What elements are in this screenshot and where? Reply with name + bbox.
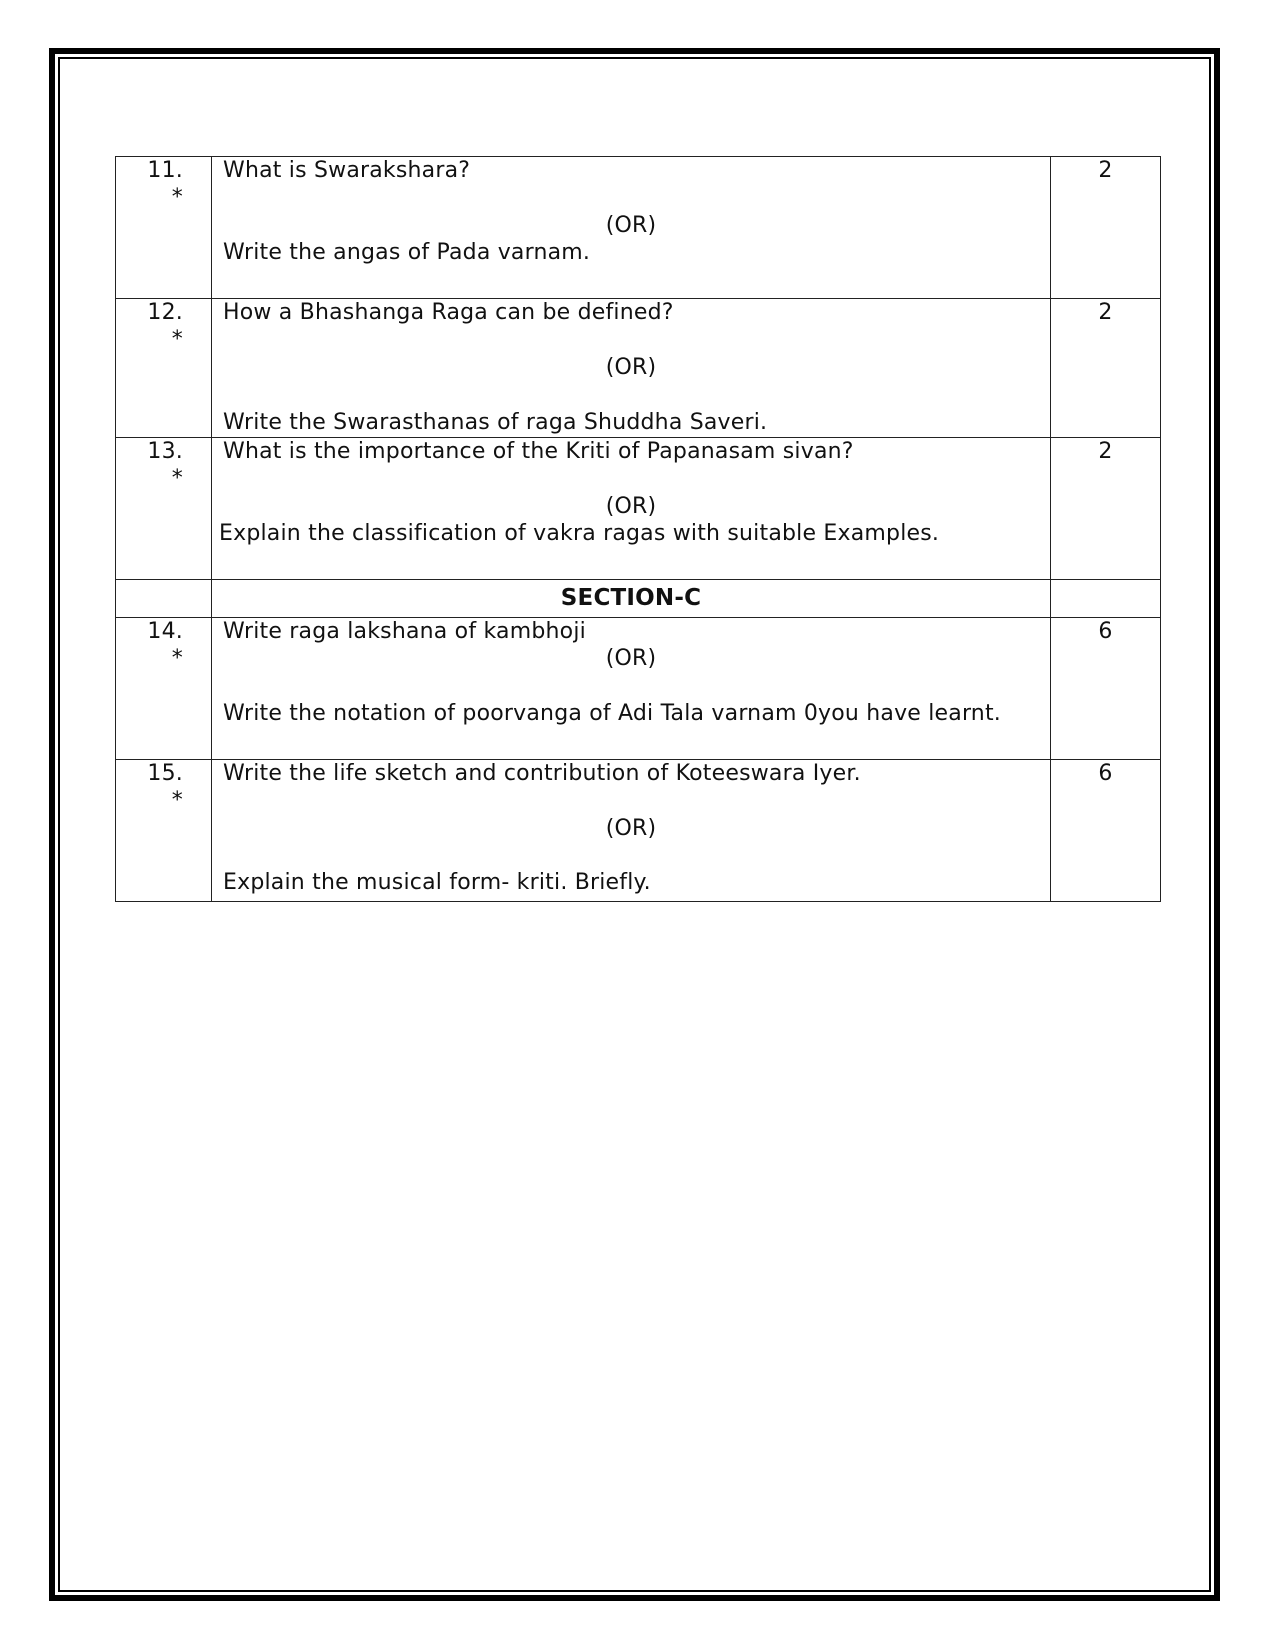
question-number-cell (116, 438, 212, 580)
marks-cell (1051, 618, 1161, 760)
question-number-cell (116, 157, 212, 299)
question-row-12 (116, 299, 1161, 438)
question-second-option: Write the angas of Pada varnam. (223, 240, 591, 265)
question-first-option: Write raga lakshana of kambhoji (223, 619, 586, 644)
question-text-cell (212, 299, 1051, 438)
question-number: 14. (147, 619, 183, 644)
question-marks: 2 (1098, 439, 1113, 464)
section-title-cell (212, 580, 1051, 618)
question-number: 13. (147, 439, 183, 464)
marks-cell (1051, 438, 1161, 580)
marks-cell (1051, 299, 1161, 438)
question-number-cell (116, 760, 212, 902)
question-marks: 2 (1098, 158, 1113, 183)
section-empty-cell (116, 580, 212, 618)
question-table (115, 156, 1161, 902)
question-second-option: Write the Swarasthanas of raga Shuddha Saveri. (223, 410, 768, 435)
question-row-11 (116, 157, 1161, 299)
question-first-option: How a Bhashanga Raga can be defined? (223, 300, 674, 325)
question-first-option: Write the life sketch and contribution of Koteeswara Iyer. (223, 761, 861, 786)
question-number-cell (116, 618, 212, 760)
question-number: 12. (147, 300, 183, 325)
question-star: * (171, 466, 183, 491)
question-number: 11. (147, 158, 183, 183)
or-separator: (OR) (605, 494, 657, 519)
question-marks: 6 (1098, 761, 1113, 786)
question-second-option: Explain the classification of vakra ragas with suitable Examples. (219, 521, 940, 546)
question-second-option: Explain the musical form- kriti. Briefly. (223, 870, 651, 895)
or-separator: (OR) (605, 816, 657, 841)
question-text-cell (212, 618, 1051, 760)
question-star: * (171, 327, 183, 352)
question-marks: 2 (1098, 300, 1113, 325)
question-first-option: What is Swarakshara? (223, 158, 471, 183)
question-star: * (171, 788, 183, 813)
marks-cell (1051, 760, 1161, 902)
question-row-14 (116, 618, 1161, 760)
question-number: 15. (147, 761, 183, 786)
question-star: * (171, 185, 183, 210)
question-star: * (171, 646, 183, 671)
question-row-15 (116, 760, 1161, 902)
section-c-row (116, 580, 1161, 618)
question-text-cell (212, 760, 1051, 902)
question-marks: 6 (1098, 619, 1113, 644)
question-number-cell (116, 299, 212, 438)
question-text-cell (212, 438, 1051, 580)
or-separator: (OR) (605, 646, 657, 671)
marks-cell (1051, 157, 1161, 299)
section-title: SECTION-C (560, 585, 702, 611)
question-second-option: Write the notation of poorvanga of Adi Tala varnam 0you have learnt. (223, 701, 1001, 726)
section-empty-cell (1051, 580, 1161, 618)
question-row-13 (116, 438, 1161, 580)
or-separator: (OR) (605, 213, 657, 238)
question-text-cell (212, 157, 1051, 299)
or-separator: (OR) (605, 355, 657, 380)
question-first-option: What is the importance of the Kriti of Papanasam sivan? (223, 439, 854, 464)
